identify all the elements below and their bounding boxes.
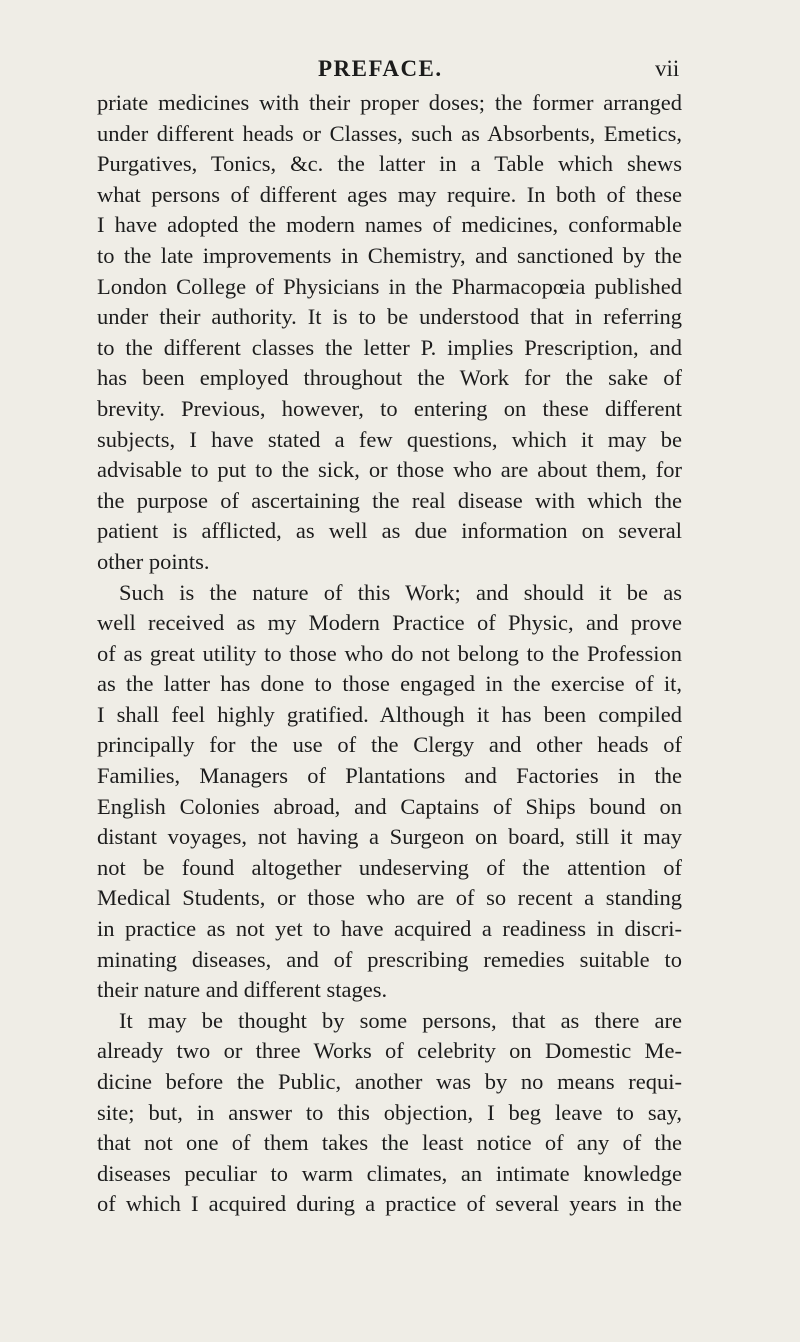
text-line: has been employed throughout the Work for the sake of [97, 365, 682, 391]
text-line: English Colonies abroad, and Captains of Ships bound on [97, 793, 682, 819]
text-line: of as great utility to those who do not belong to the Profession [97, 640, 682, 666]
text-line: in practice as not yet to have acquired a readiness in discri- [97, 916, 682, 942]
text-line: of which I acquired during a practice of several years in the [97, 1191, 682, 1217]
text-line: priate medicines with their proper doses; the former arranged [97, 90, 682, 115]
text-line: dicine before the Public, another was by no means requi- [97, 1069, 682, 1094]
text-line: patient is afflicted, as well as due information on several [97, 518, 682, 544]
text-line: Medical Students, or those who are of so recent a standing [97, 885, 682, 911]
paragraph-start-line: Such is the nature of this Work; and should it be as [119, 579, 682, 605]
text-line: diseases peculiar to warm climates, an intimate knowledge [97, 1160, 682, 1186]
text-line: Families, Managers of Plantations and Factories in the [97, 763, 682, 789]
paragraph-start-line: It may be thought by some persons, that as there are [119, 1007, 682, 1033]
running-head [0, 56, 800, 86]
text-line: not be found altogether undeserving of the attention of [97, 854, 682, 880]
text-line: advisable to put to the sick, or those who are about them, for [97, 457, 682, 483]
text-line: what persons of different ages may require. In both of these [97, 181, 682, 207]
running-title: PREFACE. [318, 56, 443, 81]
text-line: site; but, in answer to this objection, I beg leave to say, [97, 1099, 682, 1125]
text-line: to the late improvements in Chemistry, and sanctioned by the [97, 242, 682, 268]
text-line: well received as my Modern Practice of Physic, and prove [97, 610, 682, 636]
text-line: I have adopted the modern names of medicines, conformable [97, 212, 682, 238]
text-line: brevity. Previous, however, to entering on these different [97, 395, 682, 421]
text-line: subjects, I have stated a few questions, which it may be [97, 426, 682, 452]
paragraph-end-line: other points. [97, 548, 210, 574]
text-line: under their authority. It is to be understood that in referring [97, 304, 682, 330]
text-line: that not one of them takes the least notice of any of the [97, 1130, 682, 1156]
page-number: vii [655, 56, 680, 81]
body-text [97, 88, 682, 1220]
text-line: minating diseases, and of prescribing remedies suitable to [97, 946, 682, 972]
text-line: under different heads or Classes, such as Absorbents, Emetics, [97, 120, 682, 146]
text-line: already two or three Works of celebrity on Domestic Me- [97, 1038, 682, 1064]
text-line: as the latter has done to those engaged in the exercise of it, [97, 671, 682, 697]
text-line: Purgatives, Tonics, &c. the latter in a Table which shews [97, 151, 682, 177]
text-line: principally for the use of the Clergy and other heads of [97, 732, 682, 758]
text-line: the purpose of ascertaining the real disease with which the [97, 487, 682, 513]
text-line: London College of Physicians in the Pharmacopœia published [97, 273, 682, 299]
paragraph-end-line: their nature and different stages. [97, 977, 388, 1003]
text-line: distant voyages, not having a Surgeon on board, still it may [97, 824, 682, 850]
text-line: to the different classes the letter P. implies Prescription, and [97, 334, 682, 360]
text-line: I shall feel highly gratified. Although it has been compiled [97, 701, 682, 727]
